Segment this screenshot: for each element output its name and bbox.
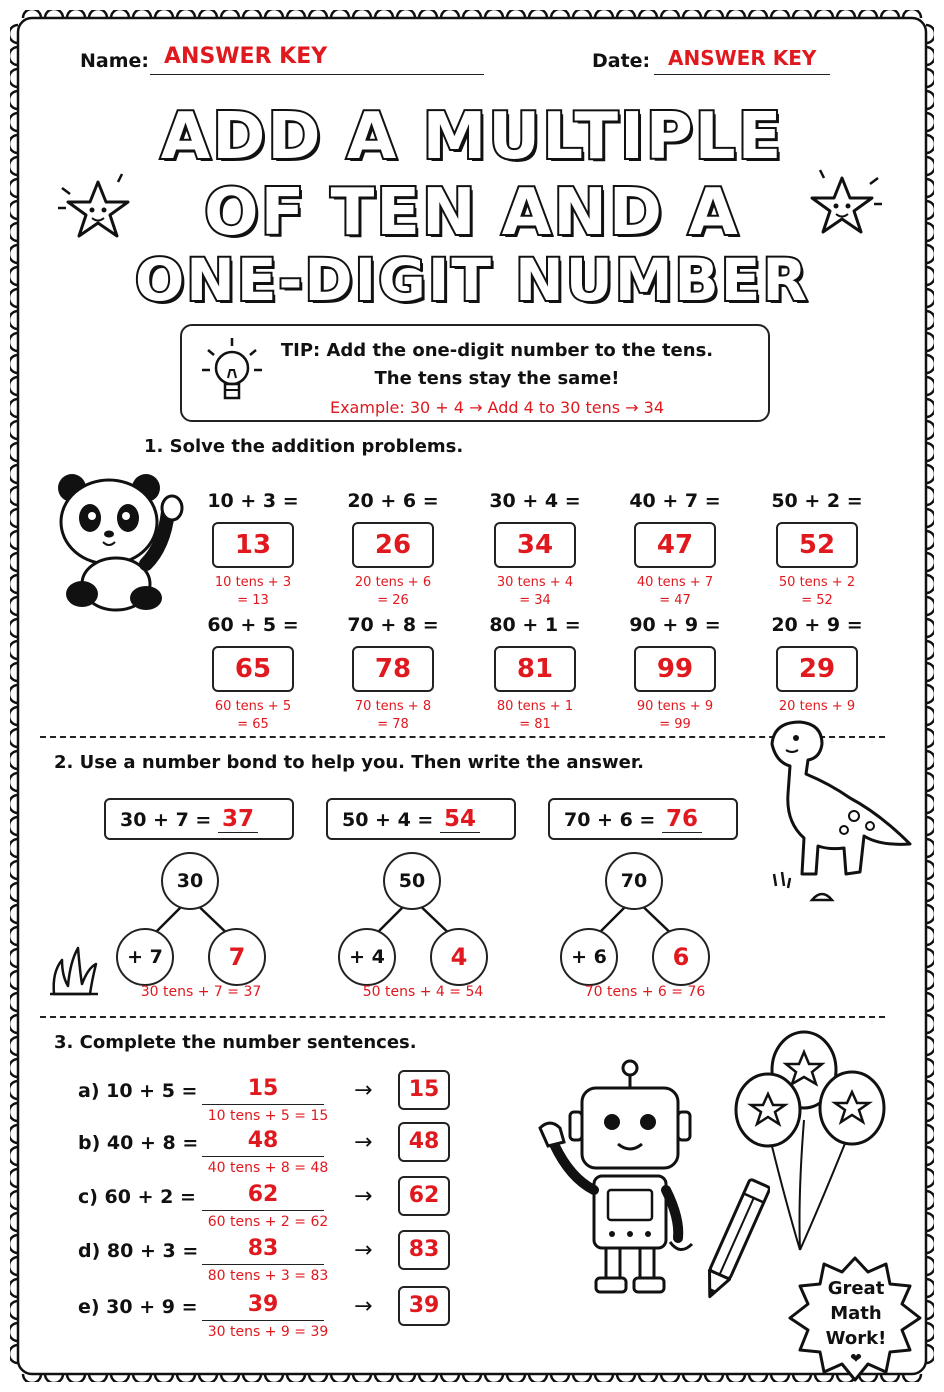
- answer-explanation: [338, 574, 448, 610]
- section-2-heading: 2. Use a number bond to help you. Then write the answer.: [54, 752, 644, 773]
- sentence-question: e) 30 + 9 =: [78, 1296, 198, 1318]
- problem-card: [198, 614, 308, 734]
- arrow-right-icon: →: [354, 1078, 373, 1103]
- problem-card: [338, 614, 448, 734]
- explanation-line-2: = 78: [377, 717, 409, 732]
- sentence-question: c) 60 + 2 =: [78, 1186, 196, 1208]
- divider: [40, 1016, 885, 1018]
- bond-tens-circle: 30: [161, 852, 219, 910]
- bond-ones-label-circle: + 6: [560, 928, 618, 986]
- answer-box[interactable]: 26: [352, 522, 434, 568]
- sentence-answer-box[interactable]: 62: [398, 1176, 450, 1216]
- explanation-line-1: 30 tens + 4: [496, 575, 574, 590]
- date-value[interactable]: ANSWER KEY: [668, 46, 817, 70]
- grass-icon: [48, 938, 100, 998]
- explanation-line-1: 70 tens + 8: [354, 699, 432, 714]
- number-bond: [548, 798, 788, 1008]
- explanation-line-1: 80 tens + 1: [496, 699, 574, 714]
- sentence-explanation: 60 tens + 2 = 62: [207, 1214, 329, 1230]
- problem-card: [480, 490, 590, 610]
- section-1-heading: 1. Solve the addition problems.: [144, 436, 464, 457]
- number-sentence-row: [78, 1128, 440, 1182]
- explanation-line-2: = 99: [659, 717, 691, 732]
- sentence-question: a) 10 + 5 =: [78, 1080, 198, 1102]
- number-sentence-row: [78, 1236, 440, 1290]
- arrow-right-icon: →: [354, 1184, 373, 1209]
- bond-answer[interactable]: 37: [218, 806, 258, 833]
- sentence-answer[interactable]: 62: [202, 1182, 324, 1211]
- explanation-line-1: 90 tens + 9: [636, 699, 714, 714]
- badge-line-1: Great: [827, 1278, 885, 1299]
- answer-explanation: [480, 574, 590, 610]
- sentence-answer-box[interactable]: 15: [398, 1070, 450, 1110]
- explanation-line-1: 60 tens + 5: [214, 699, 292, 714]
- tip-example: Example: 30 + 4 → Add 4 to 30 tens → 34: [329, 398, 665, 417]
- bond-tens-circle: 50: [383, 852, 441, 910]
- number-bond: [104, 798, 344, 1008]
- star-face-icon: [800, 164, 884, 248]
- problem-question: 20 + 9 =: [771, 614, 863, 636]
- problem-question: 20 + 6 =: [347, 490, 439, 512]
- badge-line-3: Work!: [825, 1328, 887, 1349]
- bond-ones-answer-circle[interactable]: 4: [430, 928, 488, 986]
- explanation-line-2: = 65: [237, 717, 269, 732]
- answer-box[interactable]: 81: [494, 646, 576, 692]
- bond-ones-answer-circle[interactable]: 6: [652, 928, 710, 986]
- explanation-line-1: 20 tens + 9: [778, 699, 856, 714]
- problem-card: [198, 490, 308, 610]
- name-label: Name:: [80, 50, 150, 72]
- robot-icon: [520, 1058, 710, 1298]
- balloons-icon: [728, 1026, 898, 1256]
- explanation-line-2: = 34: [519, 593, 551, 608]
- tip-box: [180, 324, 770, 422]
- bond-ones-answer-circle[interactable]: 7: [208, 928, 266, 986]
- problem-card: [620, 614, 730, 734]
- explanation-line-1: 20 tens + 6: [354, 575, 432, 590]
- star-face-icon: [56, 168, 140, 252]
- problem-card: [338, 490, 448, 610]
- sentence-explanation: 10 tens + 5 = 15: [207, 1108, 329, 1124]
- heart-icon: ❤: [850, 1351, 862, 1367]
- panda-icon: [50, 466, 190, 616]
- number-sentence-row: [78, 1076, 440, 1130]
- answer-explanation: [198, 698, 308, 734]
- tip-line-2: The tens stay the same!: [374, 368, 620, 389]
- explanation-line-1: 50 tens + 2: [778, 575, 856, 590]
- bond-question: 70 + 6 =: [564, 809, 656, 831]
- arrow-right-icon: →: [354, 1238, 373, 1263]
- answer-explanation: [620, 574, 730, 610]
- problem-question: 50 + 2 =: [771, 490, 863, 512]
- explanation-line-2: = 13: [237, 593, 269, 608]
- bond-answer[interactable]: 76: [662, 806, 702, 833]
- sentence-explanation: 40 tens + 8 = 48: [207, 1160, 329, 1176]
- sentence-answer-box[interactable]: 83: [398, 1230, 450, 1270]
- badge-text: [818, 1276, 894, 1367]
- problem-card: [480, 614, 590, 734]
- name-line: [150, 74, 484, 75]
- title-line-3: ONE-DIGIT NUMBER: [134, 246, 810, 314]
- answer-explanation: [480, 698, 590, 734]
- date-label: Date:: [592, 50, 651, 72]
- sentence-answer-box[interactable]: 48: [398, 1122, 450, 1162]
- answer-box[interactable]: 34: [494, 522, 576, 568]
- answer-box[interactable]: 99: [634, 646, 716, 692]
- sentence-answer-box[interactable]: 39: [398, 1286, 450, 1326]
- bond-tens-circle: 70: [605, 852, 663, 910]
- sentence-answer[interactable]: 83: [202, 1236, 324, 1265]
- bond-explanation: 30 tens + 7 = 37: [140, 984, 262, 1000]
- bond-question: 30 + 7 =: [120, 809, 212, 831]
- divider: [40, 736, 885, 738]
- answer-explanation: [338, 698, 448, 734]
- arrow-right-icon: →: [354, 1294, 373, 1319]
- title-line-2: OF TEN AND A: [204, 176, 740, 250]
- problem-question: 10 + 3 =: [207, 490, 299, 512]
- bond-ones-label-circle: + 7: [116, 928, 174, 986]
- explanation-line-2: = 47: [659, 593, 691, 608]
- bond-answer[interactable]: 54: [440, 806, 480, 833]
- explanation-line-2: = 52: [801, 593, 833, 608]
- bond-explanation: 70 tens + 6 = 76: [584, 984, 706, 1000]
- explanation-line-2: = 81: [519, 717, 551, 732]
- sentence-answer[interactable]: 39: [202, 1292, 324, 1321]
- answer-explanation: [762, 574, 872, 610]
- title-line-1: ADD A MULTIPLE: [160, 100, 784, 174]
- answer-explanation: [198, 574, 308, 610]
- problem-question: 70 + 8 =: [347, 614, 439, 636]
- answer-explanation: [620, 698, 730, 734]
- bond-explanation: 50 tens + 4 = 54: [362, 984, 484, 1000]
- badge-line-2: Math: [830, 1303, 882, 1324]
- problem-question: 80 + 1 =: [489, 614, 581, 636]
- answer-box[interactable]: 78: [352, 646, 434, 692]
- sentence-answer[interactable]: 15: [202, 1076, 324, 1105]
- bond-ones-label-circle: + 4: [338, 928, 396, 986]
- problem-question: 30 + 4 =: [489, 490, 581, 512]
- sentence-explanation: 80 tens + 3 = 83: [207, 1268, 329, 1284]
- name-value[interactable]: ANSWER KEY: [164, 44, 328, 69]
- answer-box[interactable]: 52: [776, 522, 858, 568]
- bond-question: 50 + 4 =: [342, 809, 434, 831]
- number-sentence-row: [78, 1292, 440, 1346]
- date-line: [654, 74, 830, 75]
- sentence-question: b) 40 + 8 =: [78, 1132, 199, 1154]
- answer-box[interactable]: 29: [776, 646, 858, 692]
- number-bond: [326, 798, 566, 1008]
- problem-card: [762, 614, 872, 716]
- explanation-line-1: 10 tens + 3: [214, 575, 292, 590]
- problem-question: 90 + 9 =: [629, 614, 721, 636]
- sentence-answer[interactable]: 48: [202, 1128, 324, 1157]
- arrow-right-icon: →: [354, 1130, 373, 1155]
- explanation-line-1: 40 tens + 7: [636, 575, 714, 590]
- problem-card: [762, 490, 872, 610]
- answer-box[interactable]: 47: [634, 522, 716, 568]
- problem-card: [620, 490, 730, 610]
- problem-question: 40 + 7 =: [629, 490, 721, 512]
- tip-line-1: TIP: Add the one-digit number to the tens.: [280, 340, 714, 361]
- explanation-line-2: = 26: [377, 593, 409, 608]
- problem-question: 60 + 5 =: [207, 614, 299, 636]
- sentence-question: d) 80 + 3 =: [78, 1240, 199, 1262]
- sentence-explanation: 30 tens + 9 = 39: [207, 1324, 329, 1340]
- number-sentence-row: [78, 1182, 440, 1236]
- answer-box[interactable]: 65: [212, 646, 294, 692]
- answer-box[interactable]: 13: [212, 522, 294, 568]
- section-3-heading: 3. Complete the number sentences.: [54, 1032, 417, 1053]
